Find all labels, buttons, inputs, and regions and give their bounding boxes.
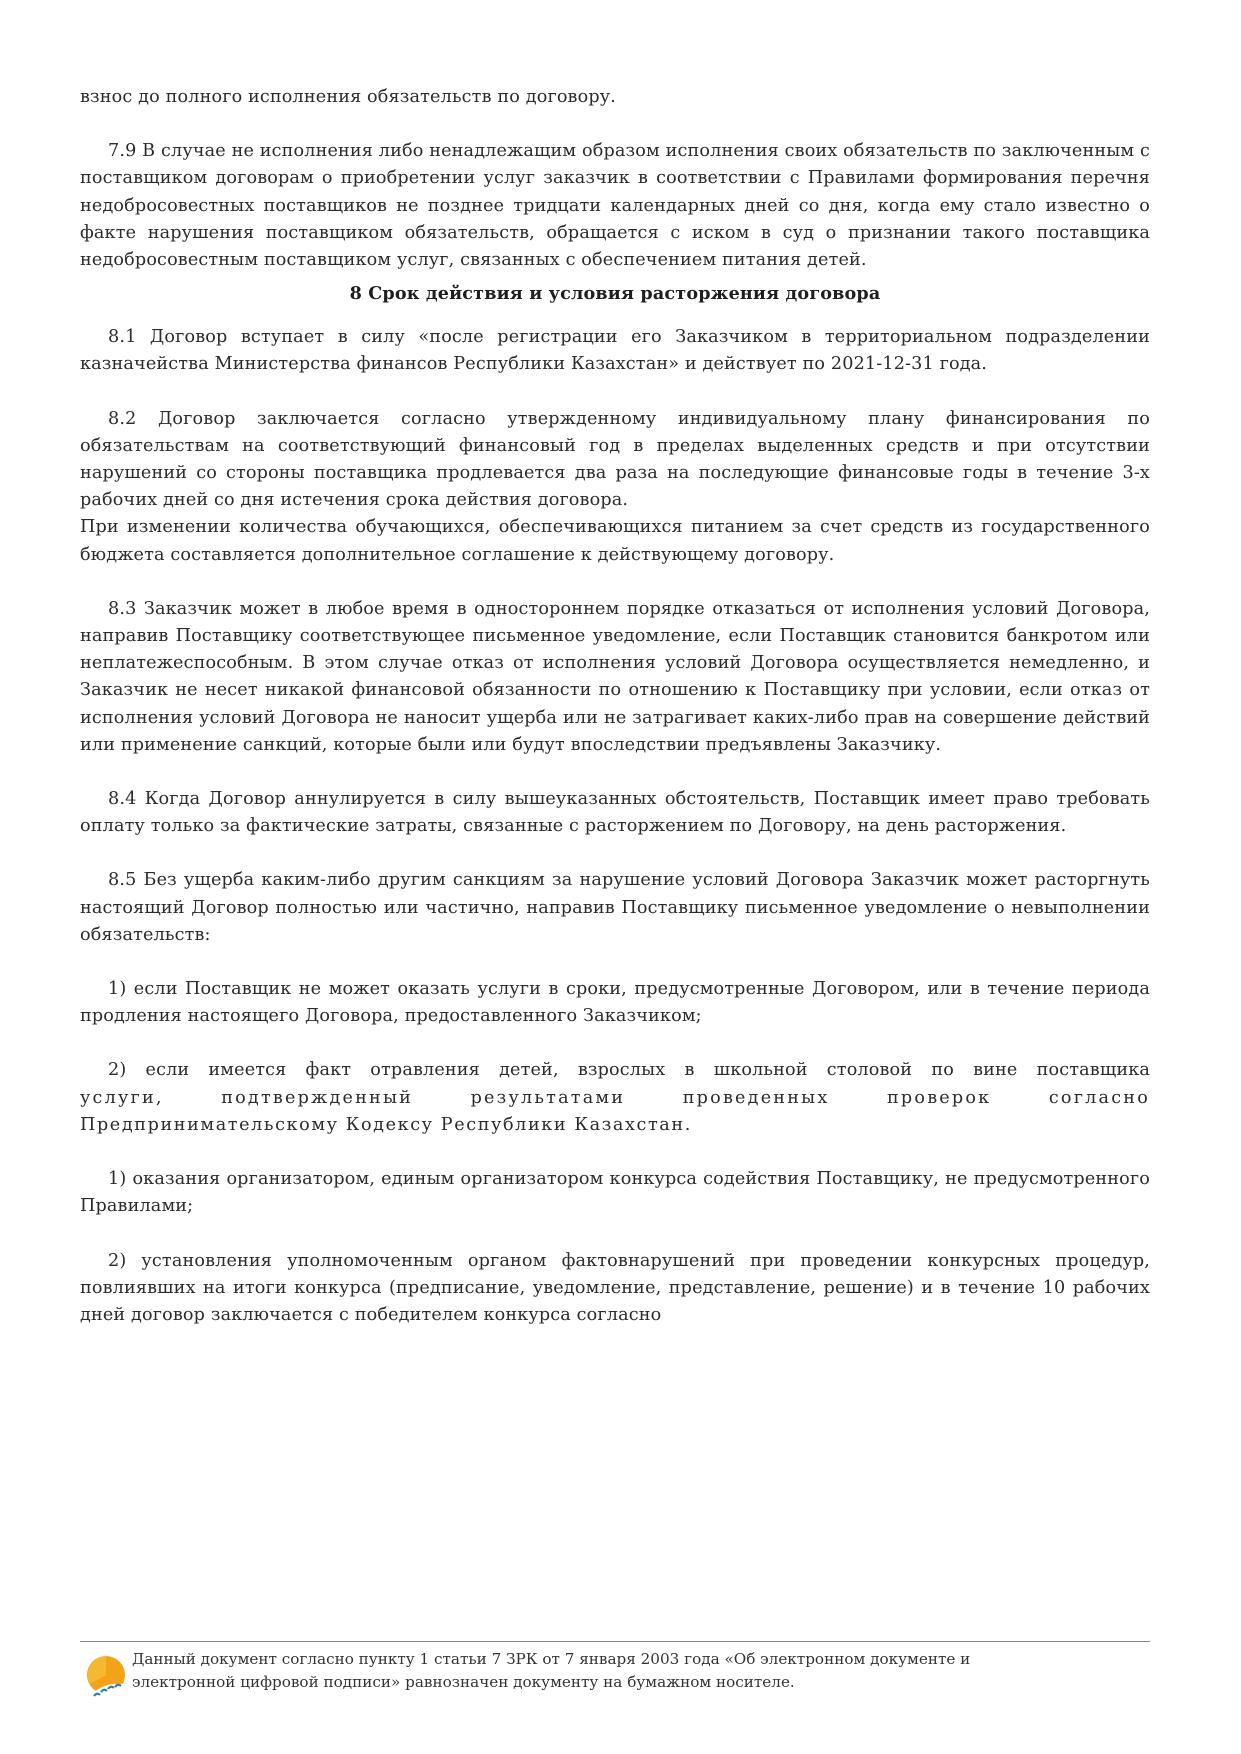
paragraph-8-1: 8.1 Договор вступает в силу «после регистрации его Заказчиком в территориальном подразделении казначейства Министерства финансов Республики Казахстан» и действует по 2021-12-31 года. [80, 327, 1150, 375]
paragraph-8-2-continued: При изменении количества обучающихся, обеспечивающихся питанием за счет средств из государственного бюджета составляется дополнительное соглашение к действующему договору. [80, 517, 1150, 565]
list-item-1-organizer-assistance: 1) оказания организатором, единым организатором конкурса содействия Поставщику, не предусмотренного Правилами; [80, 1169, 1150, 1217]
document-body [80, 84, 1150, 1329]
egov-sun-logo-icon [84, 1654, 126, 1700]
paragraph-7-9: 7.9 В случае не исполнения либо ненадлежащим образом исполнения своих обязательств по заключенным с поставщиком договорам о приобретении услуг заказчик в соответствии с Правилами формирования перечня недобросовестных поставщиков не позднее тридцати календарных дней со дня, когда ему стало известно о факте нарушения поставщиком обязательств, обращается с иском в суд о признании такого поставщика недобросовестным поставщиком услуг, связанных с обеспечением питания детей. [80, 141, 1150, 271]
list-item-2-line-1: 2) если имеется факт отравления детей, взрослых в школьной столовой по вине поставщика [108, 1060, 1150, 1081]
paragraph-8-4: 8.4 Когда Договор аннулируется в силу вышеуказанных обстоятельств, Поставщик имеет право требовать оплату только за фактические затраты, связанные с расторжением по Договору, на день расторжения. [80, 789, 1150, 837]
paragraph-continuation: взнос до полного исполнения обязательств по договору. [80, 87, 617, 107]
paragraph-8-5: 8.5 Без ущерба каким-либо другим санкциям за нарушение условий Договора Заказчик может расторгнуть настоящий Договор полностью или частично, направив Поставщику письменное уведомление о невыполнении обязательств: [80, 870, 1150, 945]
paragraph-8-2: 8.2 Договор заключается согласно утвержденному индивидуальному плану финансирования по обязательствам на соответствующий финансовый год в пределах выделенных средств и при отсутствии нарушений со стороны поставщика продлевается два раза на последующие финансовые годы в течение 3-х рабочих дней со дня истечения срока действия договора. [80, 408, 1150, 511]
paragraph-8-3: 8.3 Заказчик может в любое время в одностороннем порядке отказаться от исполнения условий Договора, направив Поставщику соответствующее письменное уведомление, если Поставщик становится банкротом или неплатежеспособным. В этом случае отказ от исполнения условий Договора осуществляется немедленно, и Заказчик не несет никакой финансовой обязанности по отношению к Поставщику при условии, если отказ от исполнения условий Договора не наносит ущерба или не затрагивает каких-либо прав на совершение действий или применение санкций, которые были или будут впоследствии предъявлены Заказчику. [80, 598, 1150, 755]
list-item-2-line-3: Предпринимательскому Кодексу Республики Казахстан. [80, 1114, 692, 1135]
legal-notice-line-2: электронной цифровой подписи» равнозначен документу на бумажном носителе. [132, 1673, 795, 1691]
legal-notice-line-1: Данный документ согласно пункту 1 статьи 7 ЗРК от 7 января 2003 года «Об электронном документе и [132, 1650, 971, 1668]
legal-notice [132, 1648, 1150, 1694]
section-heading-8: 8 Срок действия и условия расторжения договора [349, 283, 881, 305]
footer [80, 1641, 1150, 1694]
list-item-2-poisoning [80, 1057, 1150, 1139]
list-item-1-supplier-delay: 1) если Поставщик не может оказать услуги в сроки, предусмотренные Договором, или в течение периода продления настоящего Договора, предоставленного Заказчиком; [80, 979, 1150, 1027]
list-item-2-violations: 2) установления уполномоченным органом фактовнарушений при проведении конкурсных процедур, повлиявших на итоги конкурса (предписание, уведомление, представление, решение) и в течение 10 рабочих дней договор заключается с победителем конкурса согласно [80, 1250, 1150, 1325]
list-item-2-line-2: услуги, подтвержденный результатами проведенных проверок согласно [80, 1087, 1150, 1108]
